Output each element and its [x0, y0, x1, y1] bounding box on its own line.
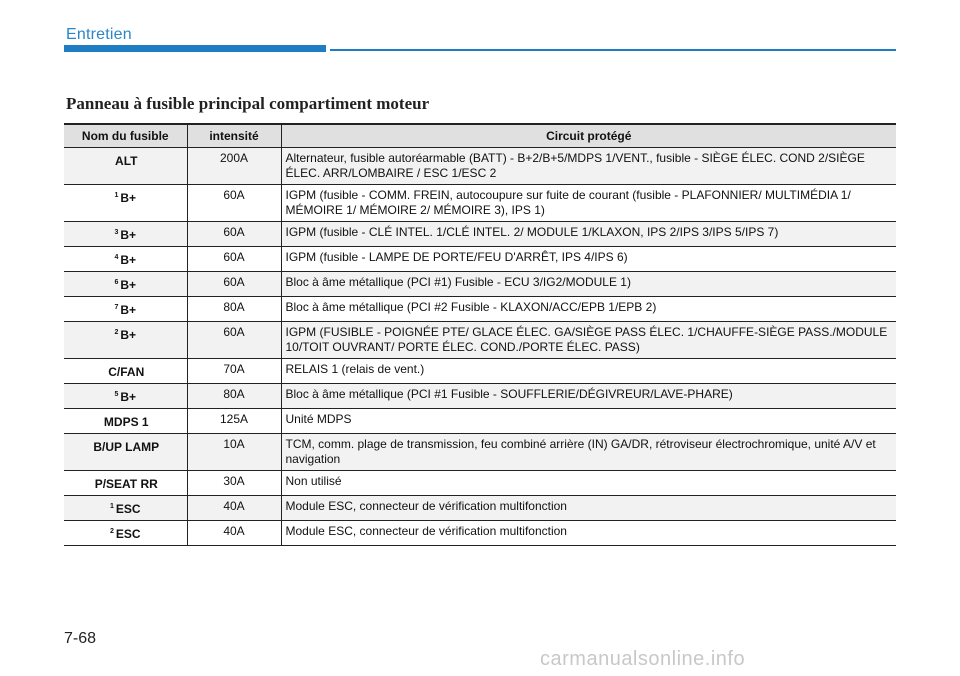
fuse-name-cell [64, 247, 187, 272]
fuse-circuit: Bloc à âme métallique (PCI #1) Fusible - ECU 3/IG2/MODULE 1) [281, 272, 896, 297]
fuse-index: 1 [114, 192, 119, 199]
fuse-amperage: 80A [187, 384, 281, 409]
fuse-circuit: RELAIS 1 (relais de vent.) [281, 359, 896, 384]
fuse-name: ALT [115, 154, 138, 168]
fuse-name: P/SEAT RR [94, 477, 158, 491]
fuse-amperage: 125A [187, 409, 281, 434]
fuse-amperage: 60A [187, 185, 281, 222]
column-header-amperage: intensité [187, 124, 281, 148]
column-header-circuit: Circuit protégé [281, 124, 896, 148]
fuse-circuit: IGPM (fusible - LAMPE DE PORTE/FEU D'ARRÊT, IPS 4/IPS 6) [281, 247, 896, 272]
fuse-name-cell [64, 272, 187, 297]
fuse-table [64, 123, 896, 546]
fuse-name-cell [64, 409, 187, 434]
fuse-name: ESC [115, 527, 141, 541]
fuse-name: C/FAN [108, 365, 145, 379]
fuse-circuit: Module ESC, connecteur de vérification multifonction [281, 496, 896, 521]
table-row [64, 148, 896, 185]
fuse-amperage: 70A [187, 359, 281, 384]
fuse-name-cell [64, 148, 187, 185]
fuse-name-cell [64, 359, 187, 384]
fuse-amperage: 200A [187, 148, 281, 185]
fuse-circuit: Alternateur, fusible autoréarmable (BATT) - B+2/B+5/MDPS 1/VENT., fusible - SIÈGE ÉLEC. COND 2/SIÈGE ÉLEC. ARR/LOMBAIRE / ESC 1/ESC 2 [281, 148, 896, 185]
fuse-name-cell [64, 222, 187, 247]
fuse-circuit: IGPM (fusible - COMM. FREIN, autocoupure sur fuite de courant (fusible - PLAFONNIER/ MULTIMÉDIA 1/ MÉMOIRE 1/ MÉMOIRE 2/ MÉMOIRE 3), IPS 1) [281, 185, 896, 222]
table-row [64, 272, 896, 297]
header-rule-thin [330, 49, 896, 51]
page-number: 7-68 [64, 630, 97, 647]
table-row [64, 322, 896, 359]
fuse-circuit: Module ESC, connecteur de vérification multifonction [281, 521, 896, 546]
fuse-name: B+ [120, 253, 137, 267]
fuse-index: 3 [114, 229, 119, 236]
table-header-row [64, 124, 896, 148]
table-row [64, 247, 896, 272]
table-row [64, 222, 896, 247]
table-row [64, 434, 896, 471]
fuse-name: B+ [120, 278, 137, 292]
header-rule-thick [64, 45, 326, 52]
fuse-name-cell [64, 521, 187, 546]
page-title: Panneau à fusible principal compartiment moteur [66, 94, 430, 113]
table-row [64, 521, 896, 546]
fuse-amperage: 60A [187, 322, 281, 359]
fuse-name: B+ [120, 191, 137, 205]
fuse-name-cell [64, 384, 187, 409]
fuse-index: 2 [114, 329, 119, 336]
table-row [64, 409, 896, 434]
fuse-index: 4 [114, 254, 119, 261]
table-row [64, 496, 896, 521]
fuse-circuit: TCM, comm. plage de transmission, feu combiné arrière (IN) GA/DR, rétroviseur électrochromique, unité A/V et navigation [281, 434, 896, 471]
fuse-amperage: 10A [187, 434, 281, 471]
fuse-index: 5 [114, 391, 119, 398]
fuse-name-cell [64, 297, 187, 322]
table-row [64, 471, 896, 496]
fuse-circuit: Bloc à âme métallique (PCI #1 Fusible - SOUFFLERIE/DÉGIVREUR/LAVE-PHARE) [281, 384, 896, 409]
fuse-name-cell [64, 471, 187, 496]
fuse-name: B+ [120, 228, 137, 242]
fuse-name-cell [64, 434, 187, 471]
fuse-index: 7 [114, 304, 119, 311]
fuse-index: 2 [109, 528, 114, 535]
table-row [64, 185, 896, 222]
fuse-circuit: IGPM (FUSIBLE - POIGNÉE PTE/ GLACE ÉLEC. GA/SIÈGE PASS ÉLEC. 1/CHAUFFE-SIÈGE PASS./MODULE 10/TOIT OUVRANT/ PORTE ÉLEC. COND./PORTE ÉLEC. PASS) [281, 322, 896, 359]
fuse-amperage: 80A [187, 297, 281, 322]
fuse-circuit: Unité MDPS [281, 409, 896, 434]
column-header-fuse-name: Nom du fusible [64, 124, 187, 148]
table-row [64, 359, 896, 384]
fuse-circuit: IGPM (fusible - CLÉ INTEL. 1/CLÉ INTEL. 2/ MODULE 1/KLAXON, IPS 2/IPS 3/IPS 5/IPS 7) [281, 222, 896, 247]
fuse-name-cell [64, 185, 187, 222]
fuse-name: B+ [120, 390, 137, 404]
fuse-name: MDPS 1 [103, 415, 149, 429]
fuse-amperage: 30A [187, 471, 281, 496]
fuse-name-cell [64, 322, 187, 359]
fuse-amperage: 40A [187, 496, 281, 521]
fuse-amperage: 60A [187, 247, 281, 272]
fuse-name: B/UP LAMP [93, 440, 160, 454]
table-row [64, 384, 896, 409]
section-title: Entretien [66, 26, 132, 43]
watermark: carmanualsonline.info [540, 648, 746, 670]
fuse-amperage: 40A [187, 521, 281, 546]
fuse-index: 1 [109, 503, 114, 510]
fuse-name: B+ [120, 303, 137, 317]
fuse-index: 6 [114, 279, 119, 286]
fuse-amperage: 60A [187, 272, 281, 297]
fuse-amperage: 60A [187, 222, 281, 247]
fuse-name: B+ [120, 328, 137, 342]
fuse-name: ESC [115, 502, 141, 516]
fuse-circuit: Non utilisé [281, 471, 896, 496]
fuse-name-cell [64, 496, 187, 521]
table-row [64, 297, 896, 322]
fuse-circuit: Bloc à âme métallique (PCI #2 Fusible - KLAXON/ACC/EPB 1/EPB 2) [281, 297, 896, 322]
